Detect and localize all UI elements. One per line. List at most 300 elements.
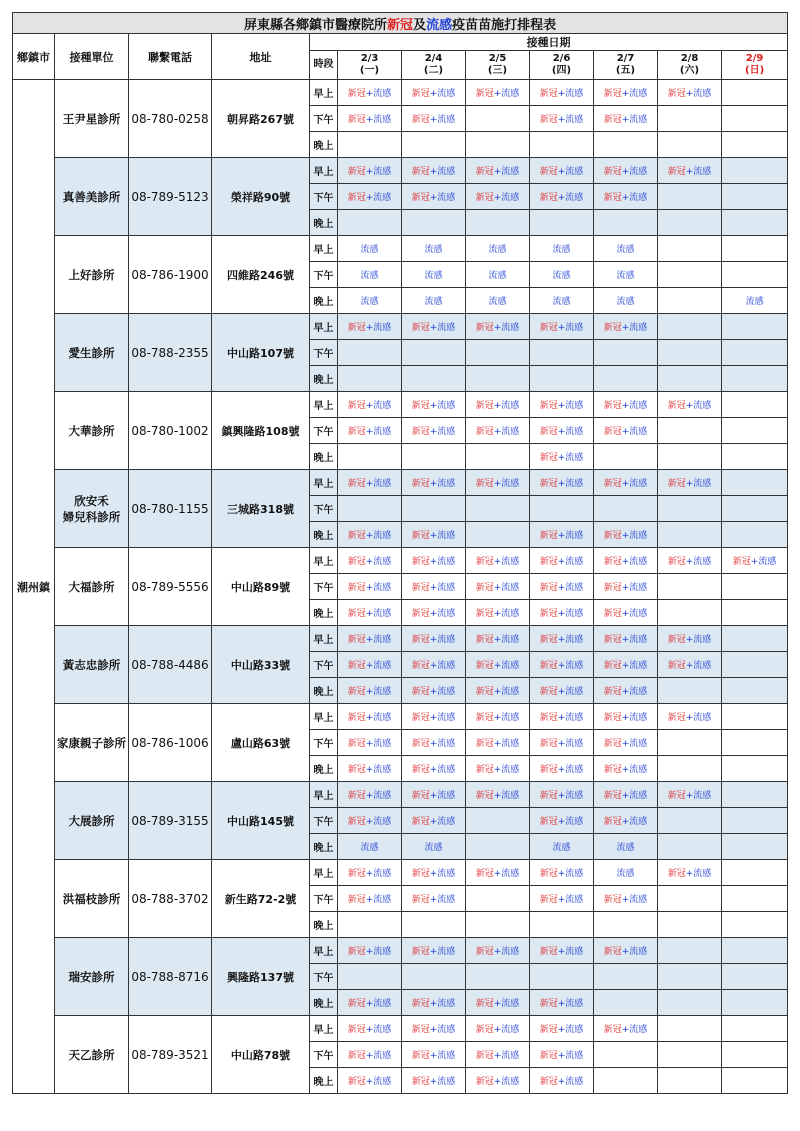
vaccine-covid-label: 新冠 bbox=[603, 635, 622, 645]
vaccine-plus-sign: + bbox=[365, 895, 374, 905]
vaccine-covid-label: 新冠 bbox=[603, 531, 622, 541]
schedule-cell bbox=[594, 834, 658, 860]
vaccine-flu-label: 流感 bbox=[565, 713, 584, 723]
vaccine-flu-label: 流感 bbox=[373, 713, 392, 723]
header-day-date: 2/4 bbox=[424, 53, 443, 64]
vaccine-plus-sign: + bbox=[621, 609, 630, 619]
vaccine-flu-label: 流感 bbox=[565, 167, 584, 177]
schedule-cell bbox=[338, 496, 402, 522]
vaccine-covid-label: 新冠 bbox=[347, 323, 366, 333]
vaccine-covid-label: 新冠 bbox=[347, 687, 366, 697]
schedule-cell bbox=[594, 496, 658, 522]
vaccine-flu-label: 流感 bbox=[437, 1025, 456, 1035]
vaccine-covid-label: 新冠 bbox=[603, 323, 622, 333]
schedule-cell bbox=[594, 470, 658, 496]
vaccine-flu-label: 流感 bbox=[424, 245, 443, 255]
vaccine-flu-label: 流感 bbox=[501, 609, 520, 619]
vaccine-flu-label: 流感 bbox=[488, 245, 507, 255]
slot-label: 下午 bbox=[310, 418, 338, 444]
vaccine-covid-label: 新冠 bbox=[347, 583, 366, 593]
vaccine-plus-sign: + bbox=[429, 557, 438, 567]
vaccine-covid-label: 新冠 bbox=[411, 687, 430, 697]
vaccine-plus-sign: + bbox=[429, 115, 438, 125]
vaccine-plus-sign: + bbox=[493, 791, 502, 801]
schedule-cell bbox=[338, 756, 402, 782]
schedule-cell bbox=[722, 704, 788, 730]
schedule-cell bbox=[466, 132, 530, 158]
clinic-phone: 08-780-0258 bbox=[129, 80, 212, 158]
vaccine-plus-sign: + bbox=[621, 947, 630, 957]
vaccine-covid-label: 新冠 bbox=[539, 791, 558, 801]
schedule-cell bbox=[338, 990, 402, 1016]
vaccine-covid-label: 新冠 bbox=[475, 999, 494, 1009]
schedule-cell bbox=[338, 886, 402, 912]
vaccine-plus-sign: + bbox=[557, 193, 566, 203]
vaccine-plus-sign: + bbox=[429, 713, 438, 723]
vaccine-plus-sign: + bbox=[557, 453, 566, 463]
header-day-weekday: (一) bbox=[359, 65, 380, 76]
title-suffix: 疫苗苗施打排程表 bbox=[452, 17, 557, 33]
vaccine-plus-sign: + bbox=[557, 479, 566, 489]
vaccine-covid-label: 新冠 bbox=[475, 557, 494, 567]
schedule-cell bbox=[722, 418, 788, 444]
vaccine-plus-sign: + bbox=[429, 661, 438, 671]
vaccine-plus-sign: + bbox=[557, 323, 566, 333]
vaccine-plus-sign: + bbox=[429, 687, 438, 697]
vaccine-plus-sign: + bbox=[493, 947, 502, 957]
schedule-cell bbox=[466, 314, 530, 340]
vaccine-flu-label: 流感 bbox=[437, 687, 456, 697]
schedule-cell bbox=[722, 340, 788, 366]
schedule-cell bbox=[466, 106, 530, 132]
schedule-cell bbox=[530, 444, 594, 470]
schedule-cell bbox=[466, 730, 530, 756]
slot-label: 早上 bbox=[310, 80, 338, 106]
schedule-cell bbox=[338, 522, 402, 548]
vaccine-plus-sign: + bbox=[493, 1077, 502, 1087]
vaccine-flu-label: 流感 bbox=[693, 479, 712, 489]
vaccine-covid-label: 新冠 bbox=[475, 869, 494, 879]
schedule-cell bbox=[722, 1068, 788, 1094]
vaccine-covid-label: 新冠 bbox=[411, 999, 430, 1009]
slot-label: 早上 bbox=[310, 1016, 338, 1042]
slot-label: 早上 bbox=[310, 470, 338, 496]
vaccine-covid-label: 新冠 bbox=[475, 739, 494, 749]
schedule-cell bbox=[594, 600, 658, 626]
vaccine-covid-label: 新冠 bbox=[411, 557, 430, 567]
vaccine-covid-label: 新冠 bbox=[347, 895, 366, 905]
schedule-cell bbox=[530, 964, 594, 990]
vaccine-flu-label: 流感 bbox=[373, 583, 392, 593]
vaccine-plus-sign: + bbox=[493, 739, 502, 749]
schedule-cell bbox=[402, 262, 466, 288]
schedule-cell bbox=[466, 1042, 530, 1068]
schedule-cell bbox=[658, 652, 722, 678]
clinic-phone: 08-789-5556 bbox=[129, 548, 212, 626]
schedule-cell bbox=[658, 678, 722, 704]
clinic-address: 朝昇路267號 bbox=[212, 80, 310, 158]
vaccine-flu-label: 流感 bbox=[437, 713, 456, 723]
schedule-cell bbox=[594, 1068, 658, 1094]
vaccine-plus-sign: + bbox=[493, 583, 502, 593]
vaccine-flu-label: 流感 bbox=[565, 583, 584, 593]
schedule-cell bbox=[402, 392, 466, 418]
schedule-cell bbox=[338, 106, 402, 132]
vaccine-flu-label: 流感 bbox=[373, 609, 392, 619]
schedule-cell bbox=[402, 808, 466, 834]
vaccine-covid-label: 新冠 bbox=[347, 765, 366, 775]
vaccine-flu-label: 流感 bbox=[565, 531, 584, 541]
vaccine-flu-label: 流感 bbox=[437, 869, 456, 879]
schedule-cell bbox=[402, 600, 466, 626]
slot-label: 早上 bbox=[310, 860, 338, 886]
schedule-cell bbox=[466, 288, 530, 314]
vaccine-covid-label: 新冠 bbox=[411, 115, 430, 125]
vaccine-covid-label: 新冠 bbox=[475, 947, 494, 957]
vaccine-covid-label: 新冠 bbox=[667, 167, 686, 177]
vaccine-plus-sign: + bbox=[429, 817, 438, 827]
schedule-cell bbox=[402, 496, 466, 522]
vaccine-plus-sign: + bbox=[365, 531, 374, 541]
vaccine-flu-label: 流感 bbox=[373, 1077, 392, 1087]
schedule-cell bbox=[722, 444, 788, 470]
schedule-cell bbox=[402, 574, 466, 600]
vaccine-flu-label: 流感 bbox=[437, 115, 456, 125]
schedule-cell bbox=[402, 210, 466, 236]
vaccine-flu-label: 流感 bbox=[360, 843, 379, 853]
vaccine-flu-label: 流感 bbox=[629, 635, 648, 645]
vaccine-plus-sign: + bbox=[429, 739, 438, 749]
schedule-cell bbox=[658, 314, 722, 340]
vaccine-flu-label: 流感 bbox=[373, 661, 392, 671]
vaccine-flu-label: 流感 bbox=[501, 713, 520, 723]
vaccine-flu-label: 流感 bbox=[360, 245, 379, 255]
vaccine-flu-label: 流感 bbox=[373, 739, 392, 749]
clinic-address: 鎮興隆路108號 bbox=[212, 392, 310, 470]
slot-label: 早上 bbox=[310, 158, 338, 184]
schedule-cell bbox=[530, 470, 594, 496]
vaccine-covid-label: 新冠 bbox=[347, 89, 366, 99]
clinic-address: 中山路107號 bbox=[212, 314, 310, 392]
schedule-cell bbox=[402, 340, 466, 366]
vaccine-flu-label: 流感 bbox=[629, 193, 648, 203]
vaccine-flu-label: 流感 bbox=[629, 609, 648, 619]
schedule-cell bbox=[594, 808, 658, 834]
vaccine-flu-label: 流感 bbox=[501, 89, 520, 99]
vaccine-plus-sign: + bbox=[557, 557, 566, 567]
vaccine-flu-label: 流感 bbox=[629, 479, 648, 489]
schedule-cell bbox=[594, 314, 658, 340]
schedule-cell bbox=[466, 1068, 530, 1094]
schedule-cell bbox=[338, 912, 402, 938]
schedule-cell bbox=[530, 886, 594, 912]
clinic-address: 中山路89號 bbox=[212, 548, 310, 626]
schedule-cell bbox=[530, 860, 594, 886]
vaccine-covid-label: 新冠 bbox=[475, 1077, 494, 1087]
schedule-cell bbox=[658, 184, 722, 210]
vaccine-plus-sign: + bbox=[621, 427, 630, 437]
vaccine-plus-sign: + bbox=[493, 323, 502, 333]
schedule-cell bbox=[658, 236, 722, 262]
schedule-cell bbox=[530, 496, 594, 522]
schedule-cell bbox=[594, 288, 658, 314]
vaccine-covid-label: 新冠 bbox=[475, 1025, 494, 1035]
schedule-cell bbox=[722, 990, 788, 1016]
vaccine-plus-sign: + bbox=[365, 167, 374, 177]
vaccine-covid-label: 新冠 bbox=[475, 167, 494, 177]
slot-label: 晚上 bbox=[310, 444, 338, 470]
vaccine-flu-label: 流感 bbox=[629, 817, 648, 827]
schedule-cell bbox=[594, 886, 658, 912]
schedule-cell bbox=[658, 470, 722, 496]
schedule-cell bbox=[338, 236, 402, 262]
vaccine-covid-label: 新冠 bbox=[411, 791, 430, 801]
clinic-name: 愛生診所 bbox=[55, 314, 129, 392]
vaccine-flu-label: 流感 bbox=[693, 89, 712, 99]
schedule-cell bbox=[658, 938, 722, 964]
vaccine-covid-label: 新冠 bbox=[603, 427, 622, 437]
slot-label: 下午 bbox=[310, 808, 338, 834]
vaccine-covid-label: 新冠 bbox=[539, 687, 558, 697]
clinic-name: 天乙診所 bbox=[55, 1016, 129, 1094]
vaccine-plus-sign: + bbox=[365, 817, 374, 827]
clinic-name: 大華診所 bbox=[55, 392, 129, 470]
schedule-cell bbox=[466, 964, 530, 990]
clinic-address: 四維路246號 bbox=[212, 236, 310, 314]
clinic-phone: 08-780-1002 bbox=[129, 392, 212, 470]
schedule-cell bbox=[530, 262, 594, 288]
schedule-cell bbox=[338, 678, 402, 704]
vaccine-covid-label: 新冠 bbox=[667, 869, 686, 879]
schedule-cell bbox=[466, 418, 530, 444]
vaccine-flu-label: 流感 bbox=[437, 531, 456, 541]
vaccine-flu-label: 流感 bbox=[373, 531, 392, 541]
header-address: 地址 bbox=[212, 34, 310, 80]
vaccine-covid-label: 新冠 bbox=[539, 1025, 558, 1035]
schedule-cell bbox=[658, 964, 722, 990]
schedule-cell bbox=[338, 184, 402, 210]
vaccine-covid-label: 新冠 bbox=[475, 687, 494, 697]
clinic-phone: 08-788-4486 bbox=[129, 626, 212, 704]
vaccine-plus-sign: + bbox=[685, 557, 694, 567]
schedule-cell bbox=[530, 340, 594, 366]
vaccine-flu-label: 流感 bbox=[501, 193, 520, 203]
vaccine-flu-label: 流感 bbox=[373, 89, 392, 99]
vaccine-flu-label: 流感 bbox=[565, 1077, 584, 1087]
schedule-cell bbox=[530, 834, 594, 860]
vaccine-flu-label: 流感 bbox=[373, 479, 392, 489]
vaccine-plus-sign: + bbox=[365, 609, 374, 619]
vaccine-covid-label: 新冠 bbox=[411, 531, 430, 541]
vaccine-plus-sign: + bbox=[621, 895, 630, 905]
schedule-cell bbox=[466, 184, 530, 210]
slot-label: 晚上 bbox=[310, 210, 338, 236]
slot-label: 下午 bbox=[310, 262, 338, 288]
vaccine-plus-sign: + bbox=[557, 635, 566, 645]
slot-label: 早上 bbox=[310, 626, 338, 652]
schedule-cell bbox=[722, 756, 788, 782]
vaccine-covid-label: 新冠 bbox=[539, 583, 558, 593]
vaccine-plus-sign: + bbox=[557, 583, 566, 593]
schedule-cell bbox=[530, 574, 594, 600]
vaccine-flu-label: 流感 bbox=[437, 323, 456, 333]
schedule-cell bbox=[722, 366, 788, 392]
vaccine-flu-label: 流感 bbox=[629, 115, 648, 125]
schedule-cell bbox=[658, 340, 722, 366]
schedule-cell bbox=[722, 392, 788, 418]
schedule-cell bbox=[402, 80, 466, 106]
schedule-cell bbox=[402, 132, 466, 158]
table-row bbox=[13, 236, 788, 262]
clinic-address: 中山路78號 bbox=[212, 1016, 310, 1094]
vaccine-flu-label: 流感 bbox=[501, 583, 520, 593]
vaccine-flu-label: 流感 bbox=[565, 661, 584, 671]
vaccine-plus-sign: + bbox=[365, 557, 374, 567]
vaccine-flu-label: 流感 bbox=[629, 1025, 648, 1035]
vaccine-flu-label: 流感 bbox=[629, 713, 648, 723]
slot-label: 下午 bbox=[310, 1042, 338, 1068]
vaccine-flu-label: 流感 bbox=[565, 739, 584, 749]
vaccine-covid-label: 新冠 bbox=[667, 89, 686, 99]
schedule-cell bbox=[722, 470, 788, 496]
schedule-cell bbox=[338, 158, 402, 184]
vaccine-flu-label: 流感 bbox=[373, 115, 392, 125]
vaccine-covid-label: 新冠 bbox=[347, 817, 366, 827]
vaccine-flu-label: 流感 bbox=[693, 635, 712, 645]
vaccine-covid-label: 新冠 bbox=[475, 791, 494, 801]
schedule-cell bbox=[402, 652, 466, 678]
vaccine-flu-label: 流感 bbox=[501, 791, 520, 801]
vaccine-covid-label: 新冠 bbox=[411, 765, 430, 775]
schedule-cell bbox=[530, 1042, 594, 1068]
vaccine-covid-label: 新冠 bbox=[347, 1077, 366, 1087]
schedule-cell bbox=[594, 1042, 658, 1068]
schedule-cell bbox=[658, 990, 722, 1016]
vaccine-plus-sign: + bbox=[429, 531, 438, 541]
vaccine-covid-label: 新冠 bbox=[347, 947, 366, 957]
vaccine-covid-label: 新冠 bbox=[603, 583, 622, 593]
vaccine-flu-label: 流感 bbox=[373, 401, 392, 411]
schedule-cell bbox=[658, 600, 722, 626]
schedule-cell bbox=[658, 392, 722, 418]
header-day-date: 2/7 bbox=[616, 53, 635, 64]
vaccine-plus-sign: + bbox=[493, 557, 502, 567]
clinic-address: 盧山路63號 bbox=[212, 704, 310, 782]
schedule-cell bbox=[466, 860, 530, 886]
slot-label: 晚上 bbox=[310, 288, 338, 314]
schedule-cell bbox=[338, 444, 402, 470]
vaccine-flu-label: 流感 bbox=[437, 635, 456, 645]
vaccine-covid-label: 新冠 bbox=[411, 1051, 430, 1061]
vaccine-flu-label: 流感 bbox=[565, 479, 584, 489]
schedule-cell bbox=[402, 184, 466, 210]
schedule-cell bbox=[466, 990, 530, 1016]
vaccine-covid-label: 新冠 bbox=[347, 193, 366, 203]
schedule-cell bbox=[594, 548, 658, 574]
vaccine-plus-sign: + bbox=[557, 661, 566, 671]
vaccine-covid-label: 新冠 bbox=[603, 609, 622, 619]
vaccine-covid-label: 新冠 bbox=[539, 401, 558, 411]
vaccine-flu-label: 流感 bbox=[693, 661, 712, 671]
schedule-cell bbox=[402, 288, 466, 314]
schedule-cell bbox=[530, 990, 594, 1016]
vaccine-plus-sign: + bbox=[493, 635, 502, 645]
vaccine-plus-sign: + bbox=[557, 713, 566, 723]
schedule-cell bbox=[594, 158, 658, 184]
vaccine-flu-label: 流感 bbox=[565, 1025, 584, 1035]
vaccine-plus-sign: + bbox=[429, 869, 438, 879]
vaccine-covid-label: 新冠 bbox=[411, 661, 430, 671]
vaccine-flu-label: 流感 bbox=[501, 1025, 520, 1035]
vaccine-flu-label: 流感 bbox=[437, 427, 456, 437]
vaccine-flu-label: 流感 bbox=[629, 167, 648, 177]
vaccine-plus-sign: + bbox=[365, 583, 374, 593]
slot-label: 晚上 bbox=[310, 912, 338, 938]
vaccine-flu-label: 流感 bbox=[629, 89, 648, 99]
vaccine-flu-label: 流感 bbox=[629, 401, 648, 411]
table-row bbox=[13, 782, 788, 808]
vaccine-flu-label: 流感 bbox=[501, 869, 520, 879]
vaccine-plus-sign: + bbox=[493, 713, 502, 723]
vaccine-flu-label: 流感 bbox=[629, 947, 648, 957]
schedule-cell bbox=[338, 860, 402, 886]
vaccine-covid-label: 新冠 bbox=[603, 479, 622, 489]
clinic-phone: 08-788-2355 bbox=[129, 314, 212, 392]
schedule-cell bbox=[466, 522, 530, 548]
clinic-phone: 08-786-1900 bbox=[129, 236, 212, 314]
schedule-cell bbox=[658, 912, 722, 938]
schedule-cell bbox=[722, 912, 788, 938]
vaccine-covid-label: 新冠 bbox=[411, 947, 430, 957]
schedule-cell bbox=[338, 782, 402, 808]
schedule-cell bbox=[530, 548, 594, 574]
vaccine-plus-sign: + bbox=[429, 609, 438, 619]
vaccine-flu-label: 流感 bbox=[373, 817, 392, 827]
vaccine-flu-label: 流感 bbox=[629, 557, 648, 567]
vaccine-covid-label: 新冠 bbox=[347, 531, 366, 541]
vaccine-flu-label: 流感 bbox=[437, 1077, 456, 1087]
header-day-weekday: (三) bbox=[487, 65, 508, 76]
vaccine-plus-sign: + bbox=[557, 115, 566, 125]
schedule-cell bbox=[658, 418, 722, 444]
vaccine-flu-label: 流感 bbox=[373, 791, 392, 801]
vaccine-covid-label: 新冠 bbox=[603, 687, 622, 697]
schedule-cell bbox=[338, 314, 402, 340]
schedule-cell bbox=[402, 704, 466, 730]
vaccine-flu-label: 流感 bbox=[501, 427, 520, 437]
vaccine-covid-label: 新冠 bbox=[539, 661, 558, 671]
vaccine-covid-label: 新冠 bbox=[347, 661, 366, 671]
vaccine-flu-label: 流感 bbox=[501, 739, 520, 749]
vaccine-flu-label: 流感 bbox=[565, 791, 584, 801]
vaccine-flu-label: 流感 bbox=[552, 271, 571, 281]
schedule-cell bbox=[594, 626, 658, 652]
header-day-date: 2/8 bbox=[680, 53, 699, 64]
vaccine-covid-label: 新冠 bbox=[603, 661, 622, 671]
clinic-name: 欣安禾 婦兒科診所 bbox=[55, 470, 129, 548]
vaccine-covid-label: 新冠 bbox=[603, 401, 622, 411]
schedule-cell bbox=[530, 782, 594, 808]
slot-label: 下午 bbox=[310, 964, 338, 990]
vaccine-covid-label: 新冠 bbox=[347, 869, 366, 879]
vaccine-plus-sign: + bbox=[557, 765, 566, 775]
clinic-phone: 08-789-5123 bbox=[129, 158, 212, 236]
header-day-date: 2/6 bbox=[552, 53, 571, 64]
vaccine-flu-label: 流感 bbox=[565, 609, 584, 619]
vaccine-plus-sign: + bbox=[365, 193, 374, 203]
schedule-cell bbox=[466, 626, 530, 652]
vaccine-flu-label: 流感 bbox=[437, 479, 456, 489]
